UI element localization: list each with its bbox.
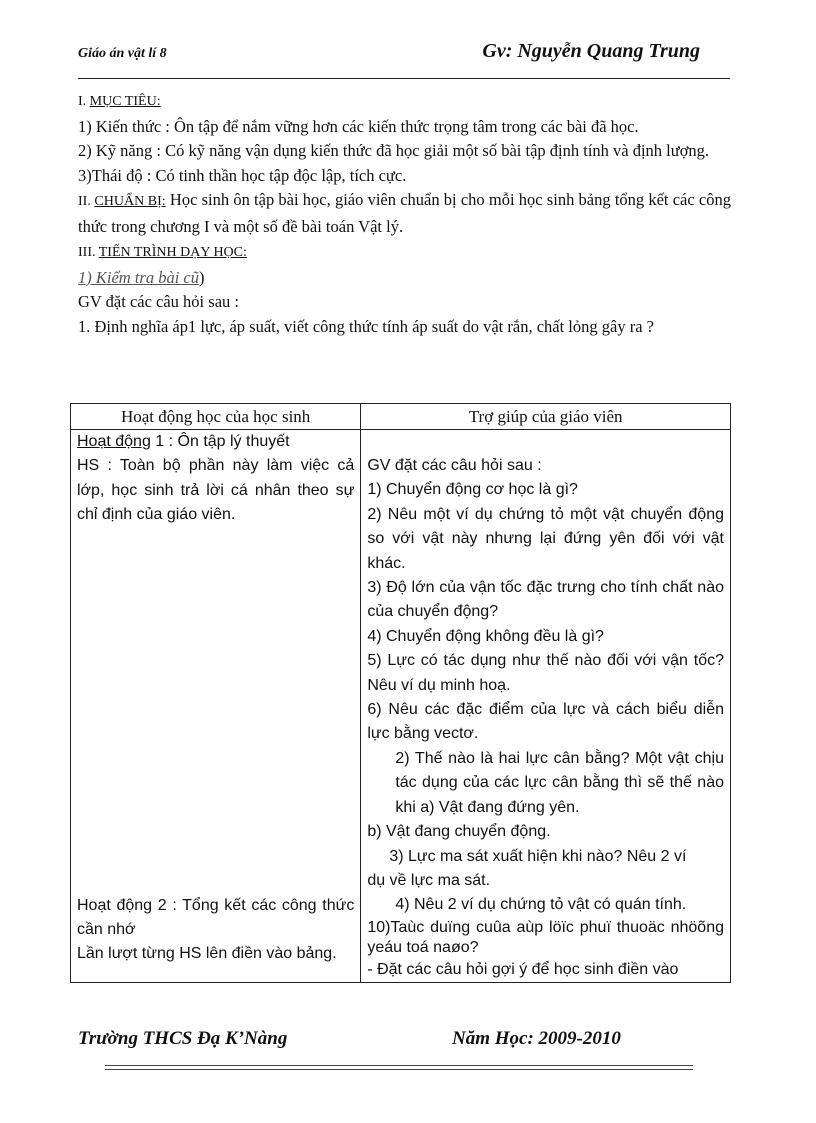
question-relative-motion: 2) Nêu một ví dụ chứng tỏ một vật chuyển động so với vật này nhưng lại đứng yên đối với vật khác. [367, 505, 724, 572]
header-student-activity: Hoạt động học của học sinh [71, 404, 361, 430]
objective-knowledge: 1) Kiến thức : Ôn tập để nắm vững hơn các kiến thức trọng tâm trong các bài đã học. [78, 116, 639, 136]
activity-2-text: Lần lượt từng HS lên điền vào bảng. [77, 945, 337, 963]
preparation-text: Học sinh ôn tập bài học, giáo viên chuẩn bị cho mỗi học sinh bảng tổng kết các công thức trong chương I và một số đề bài toán Vật lý. [78, 190, 731, 236]
header-teacher: Gv: Nguyễn Quang Trung [482, 40, 700, 62]
preparation-title: CHUẨN BỊ: [94, 194, 166, 209]
question-1: 1. Định nghĩa áp1 lực, áp suất, viết công thức tính áp suất do vật rắn, chất lỏng gây ra ? [78, 316, 654, 336]
teacher-support-cell [361, 430, 731, 983]
question-friction-cont: dụ về lực ma sát. [367, 871, 491, 889]
procedure-title: TIẾN TRÌNH DẠY HỌC: [98, 245, 247, 260]
activity-table [70, 403, 731, 983]
question-pressure: 10)Taùc duïng cuûa aùp löïc phuï thuoäc nhöõng yeáu toá naøo? [367, 918, 724, 956]
activity-2-title: Hoạt động 2 : Tổng kết các công thức cần nhớ [77, 896, 355, 939]
teacher-intro: GV đặt các câu hỏi sau : [367, 457, 542, 474]
question-friction: 3) Lực ma sát xuất hiện khi nào? Nêu 2 ví [389, 847, 687, 865]
footer-rule-bottom [105, 1069, 693, 1070]
section-preparation: II. CHUẨN BỊ: Học sinh ôn tập bài học, giáo viên chuẩn bị cho mỗi học sinh bảng tổng kết các công thức trong chương I và một số đề bài toán Vật lý. [78, 190, 731, 236]
objective-attitude: 3)Thái độ : Có tinh thần học tập độc lập, tích cực. [78, 165, 407, 185]
table-header-row [71, 404, 731, 430]
question-force-velocity: 5) Lực có tác dụng như thế nào đối với vận tốc? Nêu ví dụ minh hoạ. [367, 652, 724, 694]
activity-1-title: Hoạt động 1 : Ôn tập lý thuyết [77, 433, 290, 450]
spacer [367, 430, 724, 454]
header-subject: Giáo án vật lí 8 [78, 46, 167, 61]
gv-question-intro: GV đặt các câu hỏi sau : [78, 292, 239, 311]
footer-school: Trường THCS Đạ K’Nàng [78, 1028, 288, 1049]
teacher-hint: - Đặt các câu hỏi gợi ý để học sinh điền vào [367, 960, 679, 978]
footer-rule-top [105, 1065, 693, 1066]
footer-year: Năm Học: 2009-2010 [452, 1028, 621, 1049]
table-row [71, 430, 731, 983]
subsection-review: 1) Kiểm tra bài cũ) [78, 267, 205, 287]
objective-skills: 2) Kỹ năng : Có kỹ năng vận dụng kiến thức đã học giải một số bài tập định tính và định lượng. [78, 141, 710, 160]
page-footer [78, 1028, 730, 1056]
question-balanced-forces: 2) Thế nào là hai lực cân bằng? Một vật chịu tác dụng của các lực cân bằng thì sẽ thế nào khi a) Vật đang đứng yên. [395, 749, 724, 816]
objectives-title: MỤC TIÊU: [89, 94, 161, 109]
lesson-content [78, 88, 731, 339]
spacer [77, 528, 354, 894]
activity-1-text: HS : Toàn bộ phần này làm việc cả lớp, học sinh trả lời cá nhân theo sự chỉ định của giáo viên. [77, 457, 355, 524]
question-force-vector: 6) Nêu các đặc điểm của lực và cách biểu diễn lực bằng vectơ. [367, 701, 724, 743]
review-title: 1) Kiểm tra bài cũ [78, 267, 199, 287]
section-procedure-heading: III. TIẾN TRÌNH DẠY HỌC: [78, 245, 247, 260]
header-teacher-support: Trợ giúp của giáo viên [361, 404, 731, 430]
student-activity-cell [71, 430, 361, 983]
question-inertia: 4) Nêu 2 ví dụ chứng tỏ vật có quán tính. [395, 896, 687, 914]
question-velocity: 3) Độ lớn của vận tốc đặc trưng cho tính chất nào của chuyển động? [367, 579, 724, 621]
question-nonuniform: 4) Chuyển động không đều là gì? [367, 627, 604, 645]
question-motion: 1) Chuyển động cơ học là gì? [367, 481, 578, 499]
section-objectives-heading: I. MỤC TIÊU: [78, 94, 161, 109]
question-balanced-forces-b: b) Vật đang chuyển động. [367, 823, 551, 841]
page-header [78, 38, 730, 79]
